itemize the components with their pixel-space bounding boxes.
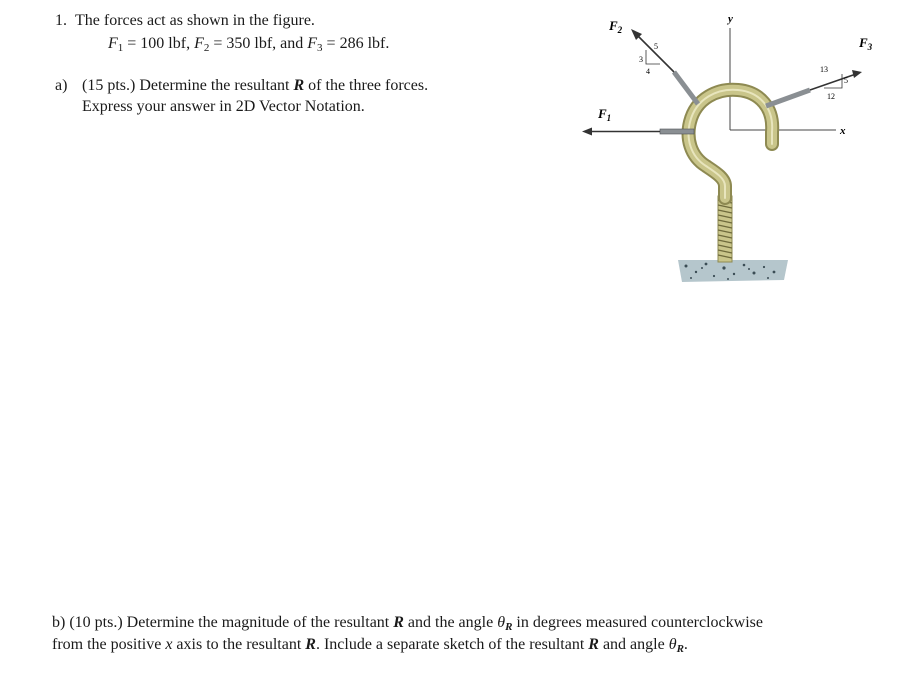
part-b-theta-subscript-2: R (676, 643, 684, 655)
f2-slope-h: 3 (639, 55, 643, 64)
force-diagram (578, 10, 878, 292)
f2-value: = 350 lbf, and (213, 35, 304, 52)
part-a-points: (15 pts.) Determine the resultant (82, 77, 290, 94)
part-a-resultant-symbol: R (293, 77, 305, 94)
part-b-text-7: and angle (602, 636, 665, 653)
f1-symbol: F (108, 35, 118, 52)
f2-subscript: 2 (203, 42, 210, 54)
f1-value: = 100 lbf, (127, 35, 191, 52)
f3-slope-h: 12 (827, 92, 835, 101)
f3-symbol: F (307, 35, 318, 52)
part-a-rest: of the three forces. (308, 77, 429, 94)
part-a-label: a) (55, 77, 68, 94)
force-f2-arrow (631, 29, 698, 104)
part-b-text-5: axis to the resultant (176, 636, 302, 653)
part-a-line2: Express your answer in 2D Vector Notation. (82, 98, 365, 115)
part-b-text-4: from the positive (52, 636, 162, 653)
f3-slope-hyp: 13 (820, 65, 828, 74)
part-b-theta-2: θ (668, 636, 677, 653)
x-axis-label: x (840, 125, 846, 137)
ground-base (678, 260, 788, 282)
f2-slope-hyp: 5 (654, 42, 658, 51)
force-f1-arrow (582, 128, 694, 136)
part-b-text-1: b) (10 pts.) Determine the magnitude of the resultant (52, 614, 390, 631)
f2-symbol: F (194, 35, 204, 52)
part-b-theta: θ (497, 614, 506, 631)
force-f2-label: $F_2$ (609, 18, 623, 35)
part-b-text-3: in degrees measured counterclockwise (516, 614, 763, 631)
problem-intro: The forces act as shown in the figure. (75, 12, 315, 29)
part-b-period: . (683, 636, 688, 653)
part-b-theta-subscript: R (505, 621, 513, 633)
part-b-resultant-symbol: R (393, 614, 404, 631)
part-a-line1 (82, 76, 428, 96)
given-values (108, 34, 389, 54)
part-b-resultant-symbol-3: R (588, 636, 599, 653)
force-f1-label: $F_1$ (598, 106, 612, 123)
part-b-line1 (52, 613, 763, 633)
force-f3-label: $F_3$ (859, 35, 873, 52)
f3-value: = 286 lbf. (326, 35, 390, 52)
f2-slope-v: 4 (646, 67, 650, 76)
f3-slope-v: 5 (844, 76, 848, 85)
y-axis-label: y (728, 13, 733, 25)
f1-subscript: 1 (117, 42, 124, 54)
part-b-x-symbol: x (165, 636, 173, 653)
problem-number: 1. (55, 12, 67, 29)
part-b-resultant-symbol-2: R (305, 636, 316, 653)
f3-subscript: 3 (317, 42, 323, 54)
threaded-shank (718, 196, 732, 262)
part-b-text-6: . Include a separate sketch of the resultant (315, 636, 585, 653)
part-b-line2 (52, 635, 688, 655)
f3-slope-triangle (824, 74, 842, 88)
part-b-text-2: and the angle (407, 614, 494, 631)
